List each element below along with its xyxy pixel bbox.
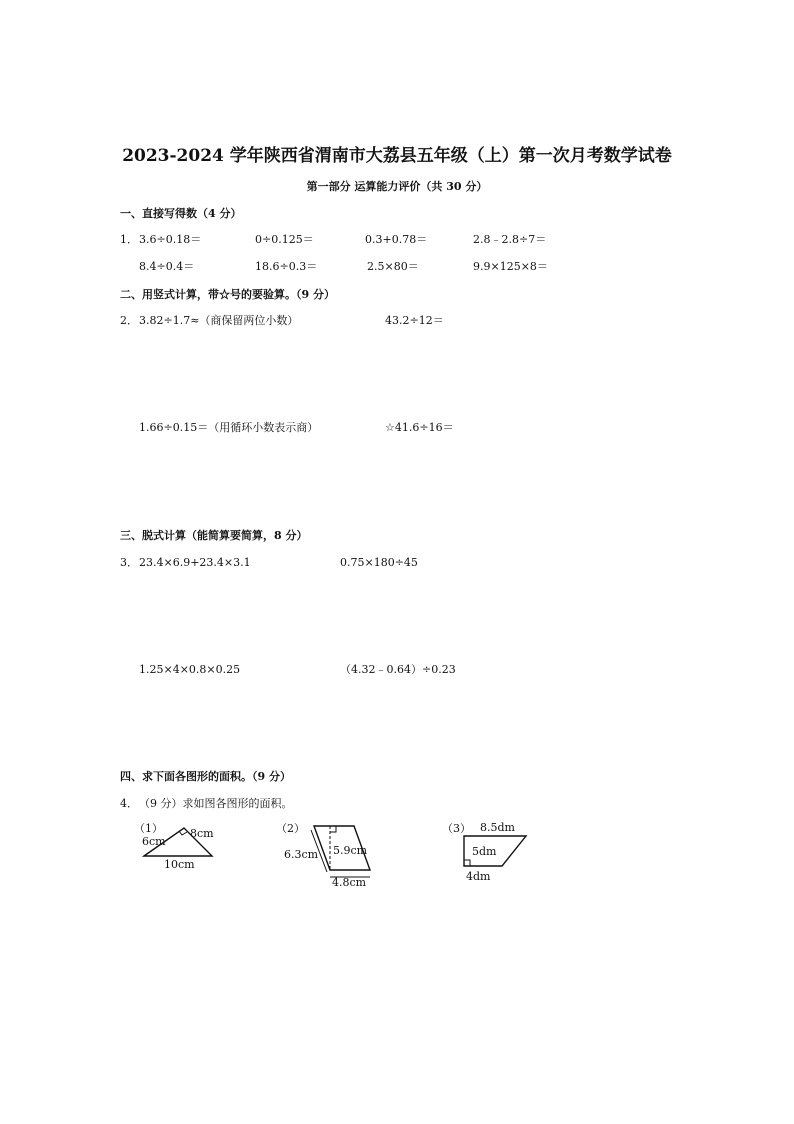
trapezoid-bottom: 4dm — [466, 870, 491, 883]
q3-item: 23.4×6.9+23.4×3.1 — [139, 556, 251, 569]
section-2-heading: 二、用竖式计算，带☆号的要验算。（9 分） — [120, 288, 335, 301]
figure-3-label: （3） — [442, 822, 471, 835]
q3-item: 1.25×4×0.8×0.25 — [139, 663, 241, 676]
q2-item: 43.2÷12＝ — [385, 314, 444, 327]
question-4-text: （9 分）求如图各图形的面积。 — [139, 797, 293, 810]
question-1-number: 1． — [120, 233, 138, 246]
triangle-side-a: 8cm — [190, 827, 214, 840]
parallelogram-slant: 6.3cm — [284, 848, 319, 861]
q1-item: 0.3+0.78＝ — [365, 233, 428, 246]
q2-item: 3.82÷1.7≈（商保留两位小数） — [139, 314, 299, 327]
q1-item: 2.5×80＝ — [367, 260, 419, 273]
q1-item: 9.9×125×8＝ — [473, 260, 548, 273]
q1-item: 18.6÷0.3＝ — [255, 260, 318, 273]
q3-item: （4.32﹣0.64）÷0.23 — [340, 663, 456, 676]
figure-1-label: （1） — [134, 822, 163, 835]
question-2-number: 2． — [120, 314, 138, 327]
trapezoid-top: 8.5dm — [480, 821, 515, 834]
figure-trapezoid — [440, 820, 535, 885]
right-angle-mark — [464, 860, 470, 866]
q1-item: 8.4÷0.4＝ — [139, 260, 195, 273]
q2-item: ☆41.6÷16＝ — [385, 421, 454, 434]
section-3-heading: 三、脱式计算（能简算要简算，8 分） — [120, 529, 308, 542]
triangle-side-b: 6cm — [142, 835, 166, 848]
q1-item: 3.6÷0.18＝ — [139, 233, 202, 246]
q3-item: 0.75×180÷45 — [340, 556, 418, 569]
figure-parallelogram — [276, 820, 396, 890]
figure-2-label: （2） — [276, 822, 305, 835]
trapezoid-height: 5dm — [472, 845, 497, 858]
figure-triangle — [132, 820, 242, 875]
q1-item: 0÷0.125＝ — [255, 233, 314, 246]
q2-item: 1.66÷0.15＝（用循环小数表示商） — [139, 421, 319, 434]
section-1-heading: 一、直接写得数（4 分） — [120, 207, 242, 220]
question-3-number: 3． — [120, 556, 138, 569]
right-angle-mark — [179, 831, 187, 835]
section-4-heading: 四、求下面各图形的面积。（9 分） — [120, 770, 291, 783]
exam-title: 2023-2024 学年陕西省渭南市大荔县五年级（上）第一次月考数学试卷 — [122, 146, 672, 166]
right-angle-mark — [330, 826, 336, 832]
q1-item: 2.8﹣2.8÷7＝ — [473, 233, 547, 246]
part-subtitle: 第一部分 运算能力评价（共 30 分） — [306, 180, 488, 193]
parallelogram-base: 4.8cm — [332, 876, 367, 889]
parallelogram-height: 5.9cm — [333, 844, 368, 857]
triangle-base: 10cm — [164, 858, 195, 871]
question-4-number: 4． — [120, 797, 138, 810]
